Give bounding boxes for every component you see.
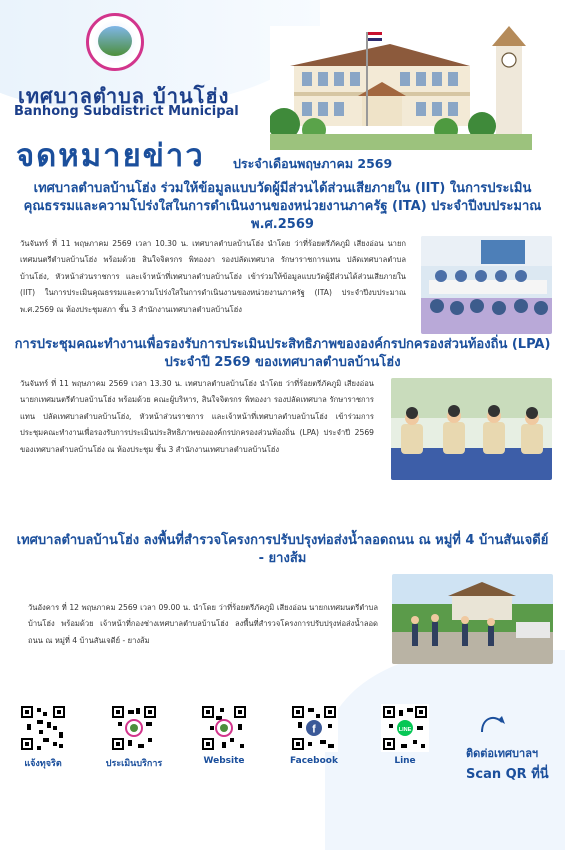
article-2-title: การประชุมคณะทำงานเพื่อรองรับการประเมินประสิทธิภาพขององค์กรปกครองส่วนท้องถิ่น (LPA) ประจำปี 2569 ของเทศบาลตำบลบ้านโฮ่ง	[14, 337, 551, 370]
article-1-title: เทศบาลตำบลบ้านโฮ่ง ร่วมให้ข้อมูลแบบวัดผู้มีส่วนได้ส่วนเสียภายใน (IIT) ในการประเมินคุณธรรมและความโปร่งใสในการดำเนินงานของหน่วยงานภาครัฐ (ITA) ประจำปีงบประมาณ พ.ศ.2569	[23, 181, 542, 232]
qr-code-icon	[110, 704, 158, 752]
newsletter-month: ประจำเดือนพฤษภาคม 2569	[233, 156, 393, 171]
curved-arrow-icon	[478, 712, 508, 736]
svg-text:f: f	[312, 723, 316, 736]
municipal-building-photo	[270, 26, 532, 150]
article-1-photo	[421, 236, 552, 334]
qr-label-service-evaluation: ประเมินบริการ	[105, 759, 163, 769]
municipal-seal-logo	[86, 13, 144, 71]
qr-label-report-corruption: แจ้งทุจริต	[24, 759, 62, 769]
qr-code-facebook[interactable]	[290, 704, 338, 752]
newsletter-title: จดหมายข่าว	[16, 138, 205, 174]
qr-code-line[interactable]	[381, 704, 429, 752]
article-3-photo	[392, 574, 553, 664]
article-2-photo	[391, 378, 552, 480]
qr-code-icon	[19, 704, 67, 752]
qr-code-icon	[290, 704, 338, 752]
qr-code-service-evaluation[interactable]	[110, 704, 158, 752]
article-3-title: เทศบาลตำบลบ้านโฮ่ง ลงพื้นที่สำรวจโครงการปรับปรุงท่อส่งน้ำลอดถนน ณ หมู่ที่ 4 บ้านสันเจดีย์ - ยางส้ม	[16, 533, 549, 566]
article-3-body: วันอังคาร ที่ 12 พฤษภาคม 2569 เวลา 09.00 น. นำโดย ว่าที่ร้อยตรีภัคภูมิ เสียงอ่อน นายกเทศมนตรีตำบลบ้านโฮ่ง พร้อมด้วย เจ้าหน้าที่กองช่างเทศบาลตำบลบ้านโฮ่ง ลงพื้นที่สำรวจโครงการปรับปรุงท่อส่งน้ำลอดถนน ณ หมู่ที่ 4 บ้านสันเจดีย์ - ยางส้ม	[28, 603, 378, 645]
article-2-body: วันจันทร์ ที่ 11 พฤษภาคม 2569 เวลา 13.30 น. เทศบาลตำบลบ้านโฮ่ง นำโดย ว่าที่ร้อยตรีภัคภูมิ เสียงอ่อน นายกเทศมนตรีตำบลบ้านโฮ่ง พร้อมด้วย คณะผู้บริหาร, สินใจจิตรกร พิทองงา รองปลัดเทศบาล รักษาราชการแทน ปลัดเทศบาลตำบลบ้านโฮ่ง, หัวหน้าส่วนราชการ และเจ้าหน้าที่เทศบาลตำบลบ้านโฮ่ง เข้าร่วมการประชุมคณะทำงานเพื่อรองรับการประเมินประสิทธิภาพขององค์กรปกครองส่วนท้องถิ่น (LPA) ประจำปี 2569 ของเทศบาลตำบลบ้านโฮ่ง ณ ห้องประชุม ชั้น 3 สำนักงานเทศบาลตำบลบ้านโฮ่ง	[20, 379, 374, 454]
contact-scan-text: Scan QR ที่นี่	[466, 767, 549, 782]
municipal-name-english: Banhong Subdistrict Municipal	[14, 104, 239, 119]
qr-code-icon	[381, 704, 429, 752]
municipal-name-thai: เทศบาลตำบล บ้านโฮ่ง	[18, 84, 230, 108]
contact-heading: ติดต่อเทศบาลฯ	[466, 747, 539, 760]
qr-code-report-corruption[interactable]	[19, 704, 67, 752]
qr-label-facebook: Facebook	[290, 756, 338, 766]
qr-code-icon	[200, 704, 248, 752]
qr-label-line: Line	[394, 756, 416, 766]
qr-code-website[interactable]	[200, 704, 248, 752]
qr-label-website: Website	[203, 756, 245, 766]
article-1-body: วันจันทร์ ที่ 11 พฤษภาคม 2569 เวลา 10.30 น. เทศบาลตำบลบ้านโฮ่ง นำโดย ว่าที่ร้อยตรีภัคภูมิ เสียงอ่อน นายกเทศมนตรีตำบลบ้านโฮ่ง พร้อมด้วย สินใจจิตรกร พิทองงา รองปลัดเทศบาล รักษาราชการแทน ปลัดเทศบาลตำบลบ้านโฮ่ง, หัวหน้าส่วนราชการ และเจ้าหน้าที่เทศบาลตำบลบ้านโฮ่ง เข้าร่วมให้ข้อมูลแบบวัดผู้มีส่วนได้ส่วนเสียภายใน (IIT) ในการประเมินคุณธรรมและความโปร่งใสในการดำเนินงานของหน่วยงานภาครัฐ (ITA) ประจำปีงบประมาณ พ.ศ.2569 ณ ห้องประชุมสภา ชั้น 3 สำนักงานเทศบาลตำบลบ้านโฮ่ง	[20, 239, 406, 314]
svg-text:LINE: LINE	[398, 727, 412, 733]
